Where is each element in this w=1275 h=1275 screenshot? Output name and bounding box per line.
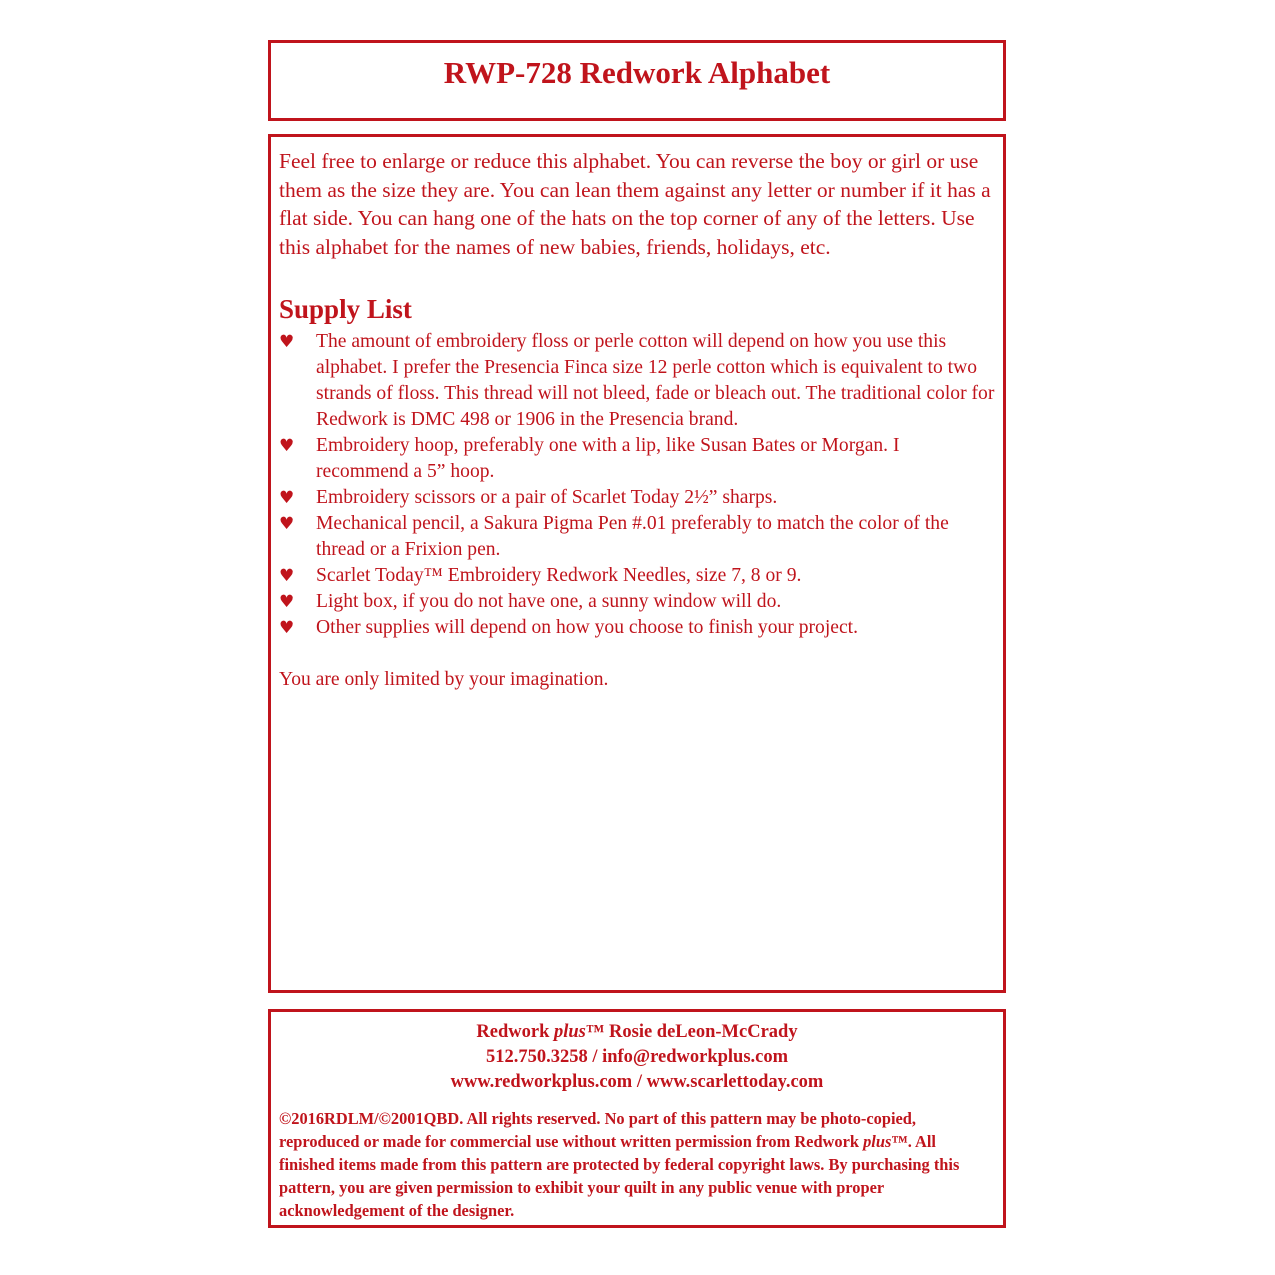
copyright-italic: plus bbox=[863, 1132, 892, 1151]
brand-prefix: Redwork bbox=[476, 1022, 554, 1042]
supply-item-floss bbox=[279, 329, 995, 433]
heart-icon: ♥ bbox=[279, 488, 295, 509]
copyright-notice bbox=[271, 1107, 1003, 1222]
page-title: RWP-728 Redwork Alphabet bbox=[443, 55, 831, 90]
supply-item-scissors bbox=[279, 485, 995, 511]
supply-item-text: Embroidery scissors or a pair of Scarlet Today 2½” sharps. bbox=[316, 487, 778, 509]
supply-item-text: Mechanical pencil, a Sakura Pigma Pen #.01 preferably to match the color of the thread or a Frixion pen. bbox=[316, 513, 949, 561]
heart-icon: ♥ bbox=[279, 514, 295, 535]
brand-italic: plus bbox=[554, 1022, 586, 1042]
closing-line: You are only limited by your imagination. bbox=[279, 669, 609, 691]
supply-item-light-box bbox=[279, 589, 995, 615]
supply-item-needles bbox=[279, 563, 995, 589]
title-box bbox=[268, 40, 1006, 121]
supply-item-text: Light box, if you do not have one, a sunny window will do. bbox=[316, 591, 782, 613]
heart-icon: ♥ bbox=[279, 436, 295, 457]
supply-item-text: The amount of embroidery floss or perle cotton will depend on how you use this alphabet. I prefer the Presencia Finca size 12 perle cotton which is equivalent to two strands of floss. This thread will not bleed, fade or bleach out. The traditional color for Redwork is DMC 498 or 1906 in the Presencia brand. bbox=[316, 331, 995, 431]
brand-suffix: ™ Rosie deLeon-McCrady bbox=[585, 1022, 798, 1042]
phone-email-line: 512.750.3258 / info@redworkplus.com bbox=[485, 1047, 789, 1067]
heart-icon: ♥ bbox=[279, 566, 295, 587]
content-box bbox=[268, 134, 1006, 993]
supply-list bbox=[279, 329, 995, 641]
contact-block bbox=[271, 1012, 1003, 1095]
footer-box bbox=[268, 1009, 1006, 1228]
websites-line: www.redworkplus.com / www.scarlettoday.com bbox=[450, 1072, 824, 1092]
brand-line bbox=[271, 1020, 1003, 1045]
intro-paragraph: Feel free to enlarge or reduce this alphabet. You can reverse the boy or girl or use them as the size they are. You can lean them against any letter or number if it has a flat side. You can hang one of the hats on the top corner of any of the letters. Use this alphabet for the names of new babies, friends, holidays, etc. bbox=[279, 149, 991, 259]
heart-icon: ♥ bbox=[279, 332, 295, 353]
supply-list-heading: Supply List bbox=[279, 294, 412, 325]
copyright-part2: ™. All finished items made from this pattern are protected by federal copyright laws. By purchasing this pattern, you are given permission to exhibit your quilt in any public venue with proper acknowledgement of the designer. bbox=[279, 1132, 960, 1220]
heart-icon: ♥ bbox=[279, 592, 295, 613]
supply-item-hoop bbox=[279, 433, 995, 485]
supply-item-text: Scarlet Today™ Embroidery Redwork Needles, size 7, 8 or 9. bbox=[316, 565, 802, 587]
copyright-part1: ©2016RDLM/©2001QBD. All rights reserved. No part of this pattern may be photo-copied, reproduced or made for commercial use without written permission from Redwork bbox=[279, 1109, 916, 1151]
supply-item-text: Embroidery hoop, preferably one with a lip, like Susan Bates or Morgan. I recommend a 5” hoop. bbox=[316, 435, 900, 483]
supply-item-text: Other supplies will depend on how you choose to finish your project. bbox=[316, 617, 859, 639]
supply-item-other bbox=[279, 615, 995, 641]
heart-icon: ♥ bbox=[279, 618, 295, 639]
content-inner bbox=[271, 137, 1003, 693]
supply-item-pencil bbox=[279, 511, 995, 563]
